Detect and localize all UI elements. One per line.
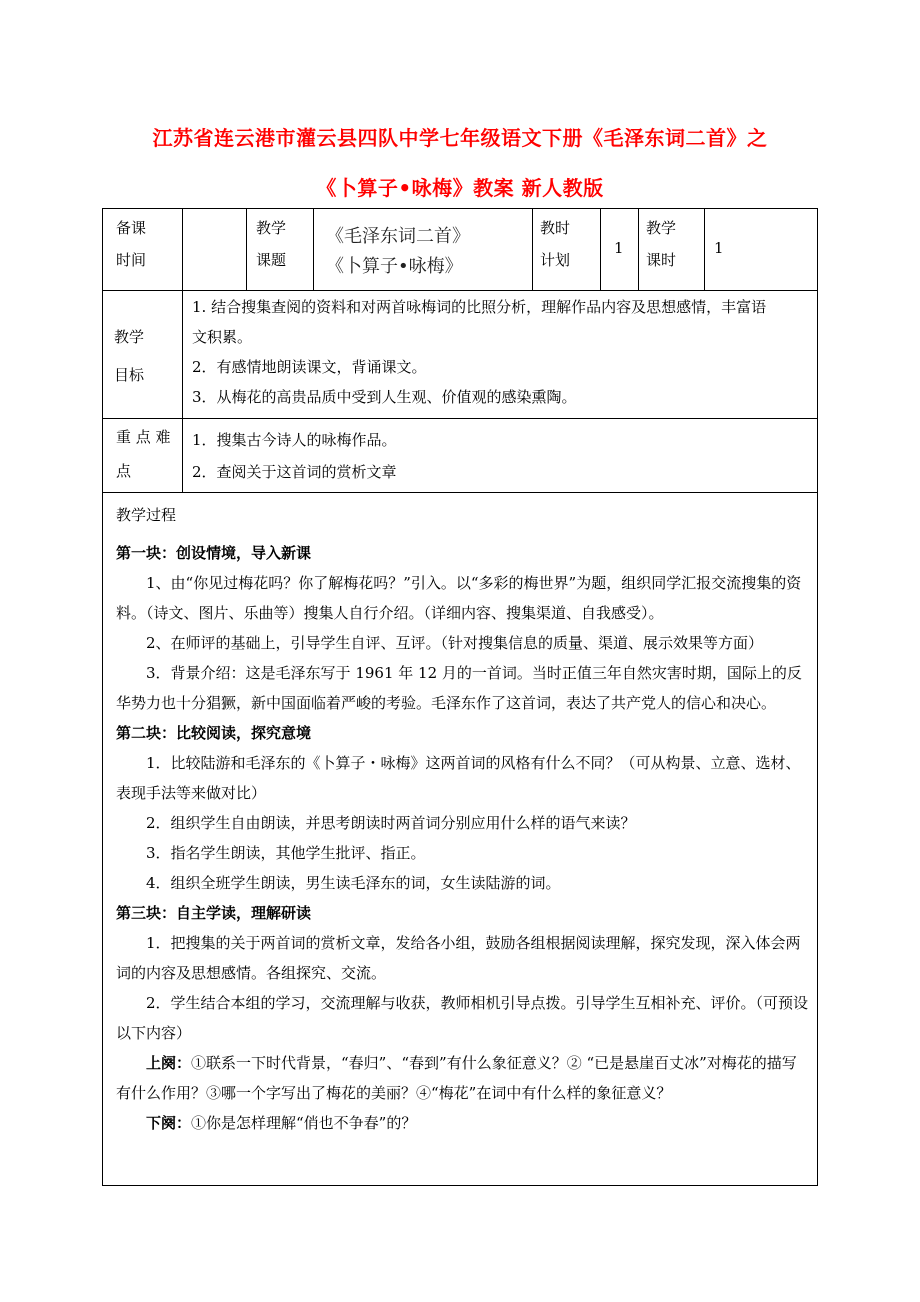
key-points-label: 重 点 难 点 (116, 428, 171, 480)
block3-heading: 第三块：自主学读，理解研读 (116, 904, 312, 922)
row-divider (102, 492, 818, 493)
objective-item: 3．从梅花的高贵品质中受到人生观、价值观的感染熏陶。 (192, 388, 577, 406)
process-title: 教学过程 (116, 506, 177, 524)
objectives-label: 教学 目标 (114, 328, 145, 384)
class-hours-label: 教学 课时 (646, 219, 677, 269)
topic-label: 教学 课题 (256, 219, 287, 269)
lower-stanza-label: 下阕： (146, 1114, 192, 1132)
col-divider (600, 208, 601, 290)
block2-paragraph: 2．组织学生自由朗读，并思考朗读时两首词分别应用什么样的语气来读？ (146, 814, 636, 832)
block3-paragraph: 1．把搜集的关于两首词的赏析文章，发给各小组，鼓励各组根据阅读理解，探究发现，深入体会两词的内容及思想感情。各组探究、交流。 (116, 934, 801, 982)
objectives-list (192, 292, 812, 412)
block3-paragraph: 2．学生结合本组的学习，交流理解与收获，教师相机引导点拨。引导学生互相补充、评价。（可预设以下内容） (116, 994, 809, 1042)
block2-paragraph: 4．组织全班学生朗读，男生读毛泽东的词，女生读陆游的词。 (146, 874, 561, 892)
lower-stanza-questions (116, 1108, 810, 1138)
col-divider (704, 208, 705, 290)
block1-paragraph: 1、由“你见过梅花吗？你了解梅花吗？”引入。以“多彩的梅世界”为题，组织同学汇报交流搜集的资料。（诗文、图片、乐曲等）搜集人自行介绍。（详细内容、搜集渠道、自我感受）。 (116, 574, 802, 622)
block2-paragraph: 1．比较陆游和毛泽东的《卜算子・咏梅》这两首词的风格有什么不同？（可从构景、立意、选材、表现手法等来做对比） (116, 754, 801, 802)
block1-paragraph: 3．背景介绍：这是毛泽东写于 1961 年 12 月的一首词。当时正值三年自然灾害时期，国际上的反华势力也十分猖獗，新中国面临着严峻的考验。毛泽东作了这首词，表达了共产党人的信心和决心。 (116, 664, 802, 712)
col-divider (638, 208, 639, 290)
col-divider (182, 290, 183, 492)
objective-item: 1. 结合搜集查阅的资料和对两首咏梅词的比照分析，理解作品内容及思想感情，丰富语 (192, 298, 767, 316)
upper-stanza-questions (116, 1048, 810, 1108)
col-divider (182, 208, 183, 290)
col-divider (313, 208, 314, 290)
key-points-list (192, 424, 812, 488)
lesson-topic: 《毛泽东词二首》 《卜算子•咏梅》 (326, 226, 470, 277)
upper-stanza-text: ①联系一下时代背景，“春归”、“春到”有什么象征意义？② “已是悬崖百丈冰”对梅花的描写有什么作用？③哪一个字写出了梅花的美丽？④“梅花”在词中有什么样的象征意义？ (116, 1054, 797, 1102)
key-point-item: 2．查阅关于这首词的赏析文章 (192, 463, 397, 481)
hours-plan-label: 教时 计划 (540, 219, 571, 269)
row-divider (102, 290, 818, 291)
block1-paragraph: 2、在师评的基础上，引导学生自评、互评。（针对搜集信息的质量、渠道、展示效果等方面） (146, 634, 764, 652)
objective-item-continued: 文积累。 (192, 328, 253, 346)
col-divider (246, 208, 247, 290)
key-point-item: 1．搜集古今诗人的咏梅作品。 (192, 431, 397, 449)
block1-heading: 第一块：创设情境，导入新课 (116, 544, 312, 562)
teaching-process (116, 500, 810, 1138)
block2-paragraph: 3．指名学生朗读，其他学生批评、指正。 (146, 844, 426, 862)
document-title-line-2: 《卜算子•咏梅》教案 新人教版 (316, 176, 604, 200)
class-hours-value: 1 (714, 239, 724, 257)
col-divider (532, 208, 533, 290)
block2-heading: 第二块：比较阅读，探究意境 (116, 724, 312, 742)
hours-plan-value: 1 (614, 239, 624, 257)
prep-time-label: 备课 时间 (116, 219, 147, 269)
document-title-line-1: 江苏省连云港市灌云县四队中学七年级语文下册《毛泽东词二首》之 (152, 126, 768, 150)
upper-stanza-label: 上阕： (146, 1054, 192, 1072)
row-divider (102, 418, 818, 419)
objective-item: 2．有感情地朗读课文，背诵课文。 (192, 358, 427, 376)
lower-stanza-text: ①你是怎样理解“俏也不争春”的？ (191, 1114, 417, 1132)
